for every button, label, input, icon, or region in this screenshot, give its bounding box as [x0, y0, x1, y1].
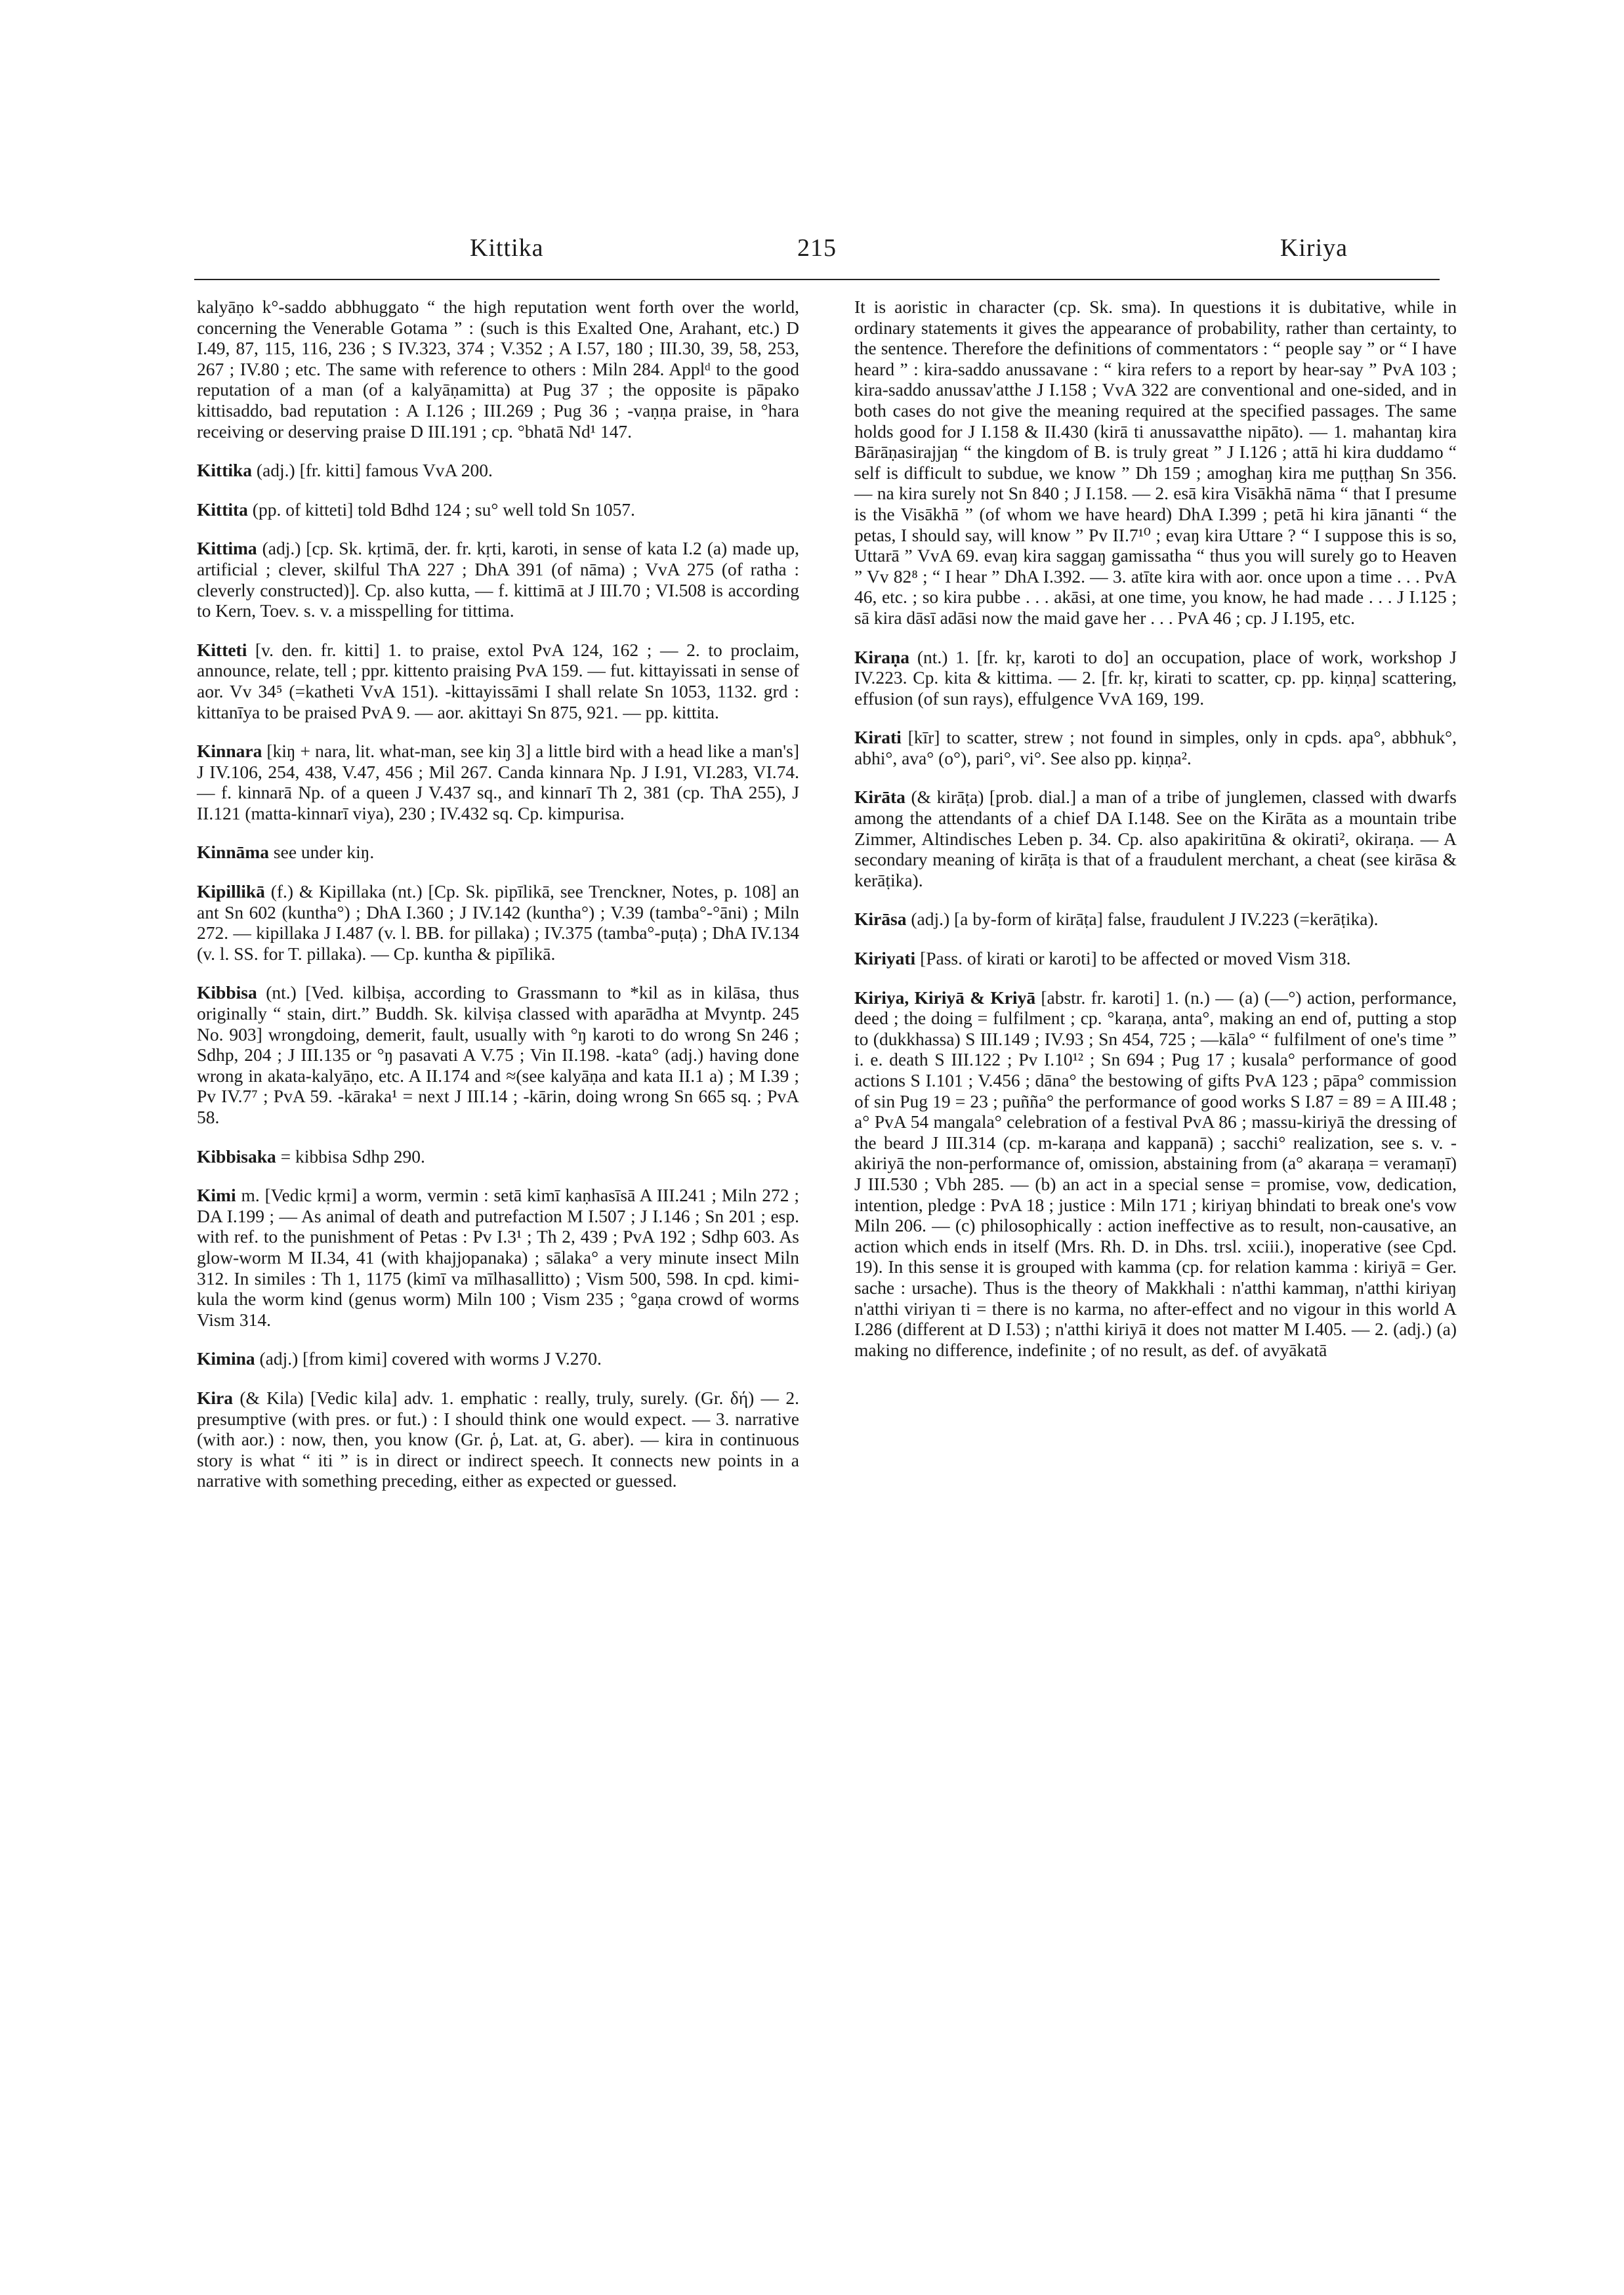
- dictionary-entry: [197, 640, 799, 722]
- entry-text: (& kirāṭa) [prob. dial.] a man of a tribe of junglemen, classed with dwarfs among the attendants of a chief DA I.148. See on the Kirāta as a mountain tribe Zimmer, Altindisches Leben p. 34. Cp. also apakiritūna & okirati², okiraṇa. — A secondary meaning of kirāṭa is that of a fraudulent merchant, a cheat (see kirāsa & kerāṭika).: [854, 787, 1457, 890]
- entry-text: (& Kila) [Vedic kila] adv. 1. emphatic : really, truly, surely. (Gr. δή) — 2. presumptive (with pres. or fut.) : I should think one would expect. — 3. narrative (with aor.) : now, then, you know (Gr. ῥ, Lat. at, G. aber). — kira in continuous story is what “ iti ” is in direct or indirect speech. It connects new points in a narrative with something preceding, either as expected or guessed.: [197, 1387, 799, 1491]
- entry-text: [kīr] to scatter, strew ; not found in simples, only in cpds. apa°, abbhuk°, abhi°, ava° (o°), pari°, vi°. See also pp. kiṇṇa².: [854, 727, 1457, 768]
- entry-text: kalyāṇo k°-saddo abbhuggato “ the high reputation went forth over the world, concerning the Venerable Gotama ” : (such is this Exalted One, Arahant, etc.) D I.49, 87, 115, 116, 236 ; S IV.323, 374 ; V.352 ; A I.57, 180 ; III.30, 39, 58, 253, 267 ; IV.80 ; etc. The same with reference to others : Miln 284. Applᵈ to the good reputation of a man (of a kalyāṇamitta) at Pug 37 ; the opposite is pāpako kittisaddo, bad reputation : A I.126 ; III.269 ; Pug 36 ; -vaṇṇa praise, in °hara receiving or deserving praise D III.191 ; cp. °bhatā Nd¹ 147.: [197, 297, 799, 442]
- dictionary-entry: [854, 948, 1457, 969]
- dictionary-entry: [197, 842, 799, 863]
- entry-text: (adj.) [a by-form of kirāṭa] false, fraudulent J IV.223 (=kerāṭika).: [906, 909, 1379, 930]
- dictionary-entry: [197, 460, 799, 481]
- entry-text: [Pass. of kirati or karoti] to be affected or moved Vism 318.: [915, 948, 1351, 969]
- entry-text: (nt.) 1. [fr. kṛ, karoti to do] an occupation, place of work, workshop J IV.223. Cp. kita & kittima. — 2. [fr. kṛ, kirati to scatter, cp. pp. kiṇṇa] scattering, effusion (of sun rays), effulgence VvA 169, 199.: [854, 646, 1457, 709]
- entry-headword: Kimi: [197, 1185, 236, 1206]
- dictionary-entry: [197, 1348, 799, 1369]
- dictionary-entry: [854, 987, 1457, 1361]
- entry-headword: Kipillikā: [197, 881, 265, 902]
- dictionary-entry: [197, 741, 799, 823]
- header-left-word: Kittika: [470, 234, 544, 262]
- entry-headword: Kiraṇa: [854, 646, 910, 667]
- entry-headword: Kinnāma: [197, 842, 270, 863]
- entry-text: (adj.) [from kimi] covered with worms J V.270.: [255, 1348, 602, 1369]
- entry-headword: Kira: [197, 1387, 233, 1408]
- dictionary-entry: [854, 727, 1457, 768]
- dictionary-entry: [197, 982, 799, 1127]
- entry-headword: Kibbisa: [197, 982, 257, 1003]
- entry-text: It is aoristic in character (cp. Sk. sma). In questions it is dubitative, while in ordinary statements it gives the appearance of probability, rather than certainty, to the sentence. Therefore the definitions of commentators : “ people say ” or “ I have heard ” : kira-saddo anussavane : “ kira refers to a report by hear-say ” PvA 103 ; kira-saddo anussav'atthe J I.158 ; VvA 322 are conventional and one-sided, and in both cases do not give the meaning required at the specified passages. The same holds good for J I.158 & II.430 (kirā ti anussavatthe nipāto). — 1. mahantaŋ kira Bārāṇasirajjaŋ “ the kingdom of B. is truly great ” J I.126 ; attā hi kira duddamo “ self is difficult to subdue, we know ” Dh 159 ; amoghaŋ kira me puṭṭhaŋ Sn 356. — na kira surely not Sn 840 ; J I.158. — 2. esā kira Visākhā nāma “ that I presume is the Visākhā ” (of whom we have heard) DhA I.399 ; petā hi kira jānanti “ the petas, I should say, will know ” Pv II.7¹⁰ ; evaŋ kira Uttare ? “ I suppose this is so, Uttarā ” VvA 69. evaŋ kira saggaŋ gamissatha “ thus you will surely go to Heaven ” Vv 82⁸ ; “ I hear ” DhA I.392. — 3. atīte kira with aor. once upon a time . . . PvA 46, etc. ; so kira pubbe . . . akāsi, at one time, you know, he had made . . . J I.125 ; sā kira dāsī adāsi now the maid gave her . . . PvA 46 ; cp. J I.195, etc.: [854, 297, 1457, 628]
- entry-headword: Kirati: [854, 727, 902, 748]
- entry-headword: Kiriya, Kiriyā & Kriyā: [854, 987, 1036, 1008]
- dictionary-entry: [197, 538, 799, 621]
- entry-headword: Kinnara: [197, 741, 262, 762]
- entry-text: (f.) & Kipillaka (nt.) [Cp. Sk. pipīlikā, see Trenckner, Notes, p. 108] an ant Sn 602 (kuntha°) ; DhA I.360 ; J IV.142 (kuntha°) ; V.39 (tamba°-°āni) ; Miln 272. — kipillaka J I.487 (v. l. BB. for pillaka) ; IV.375 (tamba°-puṭa) ; DhA IV.134 (v. l. SS. for T. pillaka). — Cp. kuntha & pipīlikā.: [197, 881, 799, 964]
- entry-headword: Kirāta: [854, 787, 906, 808]
- entry-text: (adj.) [fr. kitti] famous VvA 200.: [252, 460, 493, 481]
- dictionary-entry: [854, 787, 1457, 890]
- dictionary-entry: [197, 881, 799, 964]
- entry-text: [v. den. fr. kitti] 1. to praise, extol PvA 124, 162 ; — 2. to proclaim, announce, relate, tell ; ppr. kittento praising PvA 159. — fut. kittayissati in sense of aor. Vv 34⁵ (=katheti VvA 151). -kittayissāmi I shall relate Sn 1053, 1132. grd : kittanīya to be praised PvA 9. — aor. akittayi Sn 875, 921. — pp. kittita.: [197, 639, 799, 722]
- entry-headword: Kimina: [197, 1348, 255, 1369]
- entry-text: [abstr. fr. karoti] 1. (n.) — (a) (—°) action, performance, deed ; the doing = fulfilment ; cp. °karaṇa, anta°, making an end of, putting a stop to (dukkhassa) S III.149 ; IV.93 ; Sn 454, 725 ; —kāla° “ fulfilment of one's time ” i. e. death S III.122 ; Pv I.10¹² ; Sn 694 ; Pug 17 ; kusala° performance of good actions S I.101 ; V.456 ; dāna° the bestowing of gifts PvA 123 ; pāpa° commission of sin Pug 19 = 23 ; puñña° the performance of good works S I.87 = 89 = A III.48 ; a° PvA 54 mangala° celebration of a festival PvA 86 ; massu-kiriyā the dressing of the beard J III.314 (cp. m-karaṇa and kappanā) ; sacchi° realization, see s. v. -akiriyā the non-performance of, omission, abstaining from (a° akaraṇa = veramaṇī) J III.530 ; Vbh 285. — (b) an act in a special sense = promise, vow, dedication, intention, pledge : PvA 18 ; justice : Miln 171 ; kiriyaŋ bhindati to break one's vow Miln 206. — (c) philosophically : action ineffective as to result, non-causative, an action which ends in itself (Mrs. Rh. D. in Dhs. trsl. xciii.), inoperative (see Cpd. 19). In this sense it is grouped with kamma (cp. for relation kamma : kiriyā = Ger. sache : ursache). Thus is the theory of Makkhali : n'atthi kammaŋ, n'atthi kiriyaŋ n'atthi viriyan ti = there is no karma, no after-effect and no vigour in this world A I.286 (different at D I.53) ; n'atthi kiriyā it does not matter M I.405. — 2. (adj.) (a) making no difference, indefinite ; of no result, as def. of avyākatā: [854, 987, 1457, 1360]
- entry-headword: Kiriyati: [854, 948, 916, 969]
- dictionary-entry: [197, 1185, 799, 1330]
- header-right-word: Kiriya: [1280, 234, 1348, 262]
- entry-headword: Kittika: [197, 460, 253, 481]
- header-rule: [194, 279, 1440, 280]
- entry-text: (pp. of kitteti] told Bdhd 124 ; su° well told Sn 1057.: [247, 499, 635, 520]
- entry-headword: Kittima: [197, 538, 257, 559]
- entry-text: [kiŋ + nara, lit. what-man, see kiŋ 3] a little bird with a head like a man's] J IV.106, 254, 438, V.47, 456 ; Mil 267. Canda kinnara Np. J I.91, VI.283, VI.74. — f. kinnarā Np. of a queen J V.437 sq., and kinnarī Th 2, 381 (cp. ThA 255), J II.121 (matta-kinnarī viya), 230 ; IV.432 sq. Cp. kimpurisa.: [197, 741, 799, 823]
- entry-headword: Kibbisaka: [197, 1146, 276, 1167]
- left-column: [197, 297, 799, 1510]
- entry-text: (adj.) [cp. Sk. kṛtimā, der. fr. kṛti, karoti, in sense of kata I.2 (a) made up, artificial ; clever, skilful ThA 227 ; DhA 391 (of nāma) ; VvA 275 (of ratha : cleverly constructed)]. Cp. also kutta, — f. kittimā at J III.70 ; VI.508 is according to Kern, Toev. s. v. a misspelling for tittima.: [197, 538, 799, 621]
- dictionary-entry: [197, 1388, 799, 1491]
- entry-headword: Kitteti: [197, 639, 247, 660]
- dictionary-entry: [197, 1146, 799, 1167]
- dictionary-entry: [854, 909, 1457, 930]
- entry-text: see under kiŋ.: [269, 842, 375, 863]
- dictionary-entry: [197, 499, 799, 520]
- entry-text: (nt.) [Ved. kilbiṣa, according to Grassmann to *kil as in kilāsa, thus originally “ stain, dirt.” Buddh. Sk. kilviṣa classed with aparādha at Mvyntp. 245 No. 903] wrongdoing, demerit, fault, usually with °ŋ karoti to do wrong Sn 246 ; Sdhp, 204 ; J III.135 or °ŋ pasavati A V.75 ; Vin II.198. -kata° (adj.) having done wrong in akata-kalyāṇo, etc. A II.174 and ≈(see kalyāṇa and kata II.1 a) ; M I.39 ; Pv IV.7⁷ ; PvA 59. -kāraka¹ = next J III.14 ; -kārin, doing wrong Sn 665 sq. ; PvA 58.: [197, 982, 799, 1127]
- entry-text: = kibbisa Sdhp 290.: [276, 1146, 425, 1167]
- dictionary-entry: [854, 297, 1457, 629]
- running-head: [194, 234, 1440, 273]
- right-column: [854, 297, 1457, 1378]
- entry-text: m. [Vedic kṛmi] a worm, vermin : setā kimī kaṇhasīsā A III.241 ; Miln 272 ; DA I.199 ; — As animal of death and putrefaction M I.507 ; J I.146 ; Sn 201 ; esp. with ref. to the punishment of Petas : Pv I.3¹ ; Th 2, 439 ; PvA 192 ; Sdhp 603. As glow-worm M II.34, 41 (with khajjopanaka) ; sālaka° a very minute insect Miln 312. In similes : Th 1, 1175 (kimī va mīlhasallitto) ; Vism 500, 598. In cpd. kimi-kula the worm kind (genus worm) Miln 100 ; Vism 235 ; °gaṇa crowd of worms Vism 314.: [197, 1185, 799, 1330]
- entry-headword: Kittita: [197, 499, 248, 520]
- entry-headword: Kirāsa: [854, 909, 907, 930]
- dictionary-entry: [197, 297, 799, 442]
- dictionary-entry: [854, 647, 1457, 709]
- page-number: 215: [797, 234, 837, 262]
